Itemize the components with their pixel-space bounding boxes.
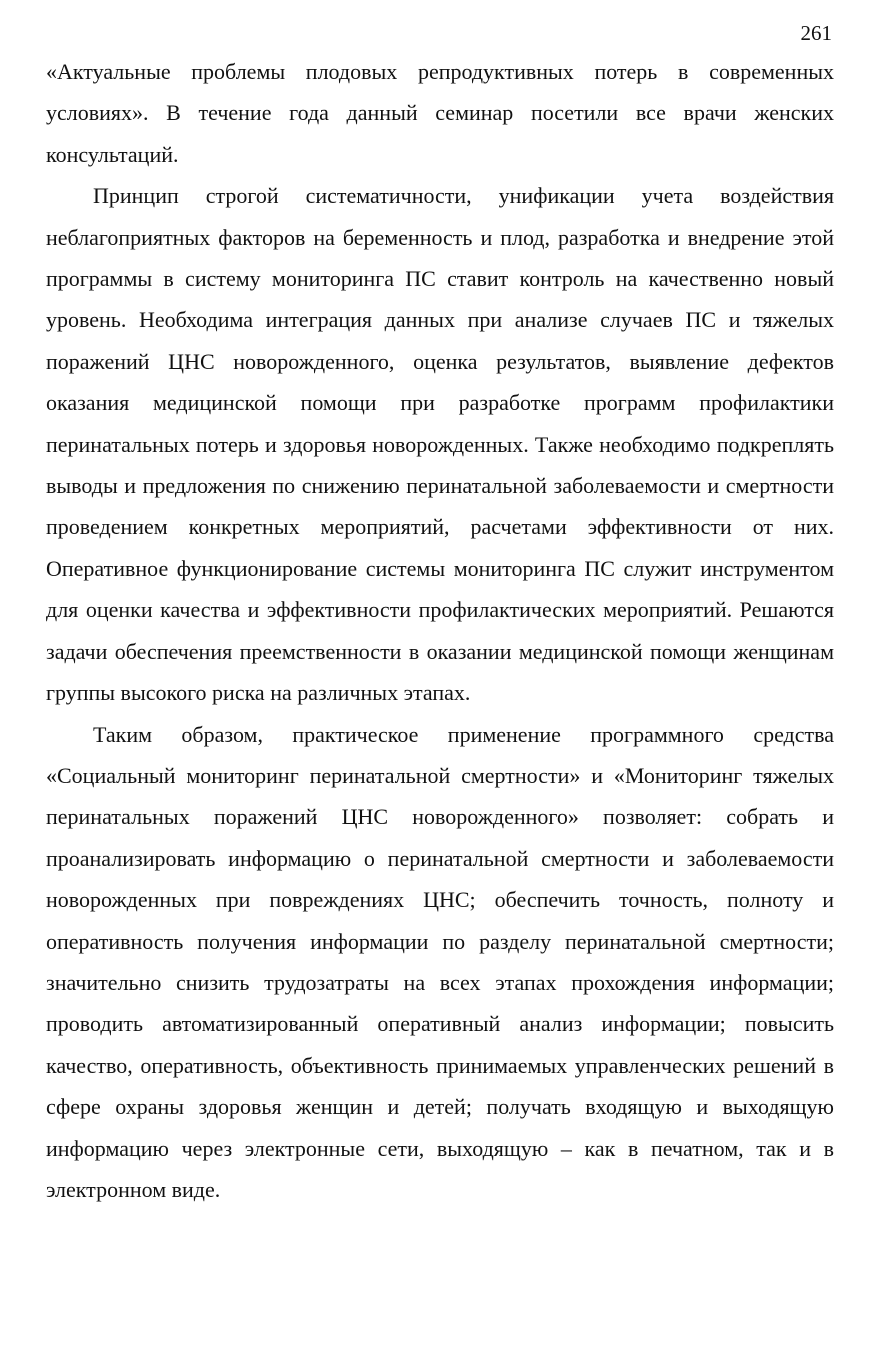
text-body xyxy=(46,51,834,1210)
paragraph-1: «Актуальные проблемы плодовых репродуктивных потерь в современных условиях». В течение года данный семинар посетили все врачи женских консультаций. xyxy=(46,59,834,167)
page-number: 261 xyxy=(800,21,832,45)
paragraph-2: Принцип строгой систематичности, унификации учета воздействия неблагоприятных факторов на беременность и плод, разработка и внедрение этой программы в систему мониторинга ПС ставит контроль на качественно новый уровень. Необходима интеграция данных при анализе случаев ПС и тяжелых поражений ЦНС новорожденного, оценка результатов, выявление дефектов оказания медицинской помощи при разработке программ профилактики перинатальных потерь и здоровья новорожденных. Также необходимо подкреплять выводы и предложения по снижению перинатальной заболеваемости и смертности проведением конкретных мероприятий, расчетами эффективности от них. Оперативное функционирование системы мониторинга ПС служит инструментом для оценки качества и эффективности профилактических мероприятий. Решаются задачи обеспечения преемственности в оказании медицинской помощи женщинам группы высокого риска на различных этапах. xyxy=(46,183,834,706)
paragraph-3: Таким образом, практическое применение программного средства «Социальный мониторинг перинатальной смертности» и «Мониторинг тяжелых перинатальных поражений ЦНС новорожденного» позволяет: собрать и проанализировать информацию о перинатальной смертности и заболеваемости новорожденных при повреждениях ЦНС; обеспечить точность, полноту и оперативность получения информации по разделу перинатальной смертности; значительно снизить трудозатраты на всех этапах прохождения информации; проводить автоматизированный оперативный анализ информации; повысить качество, оперативность, объективность принимаемых управленческих решений в сфере охраны здоровья женщин и детей; получать входящую и выходящую информацию через электронные сети, выходящую – как в печатном, так и в электронном виде. xyxy=(46,721,834,1202)
